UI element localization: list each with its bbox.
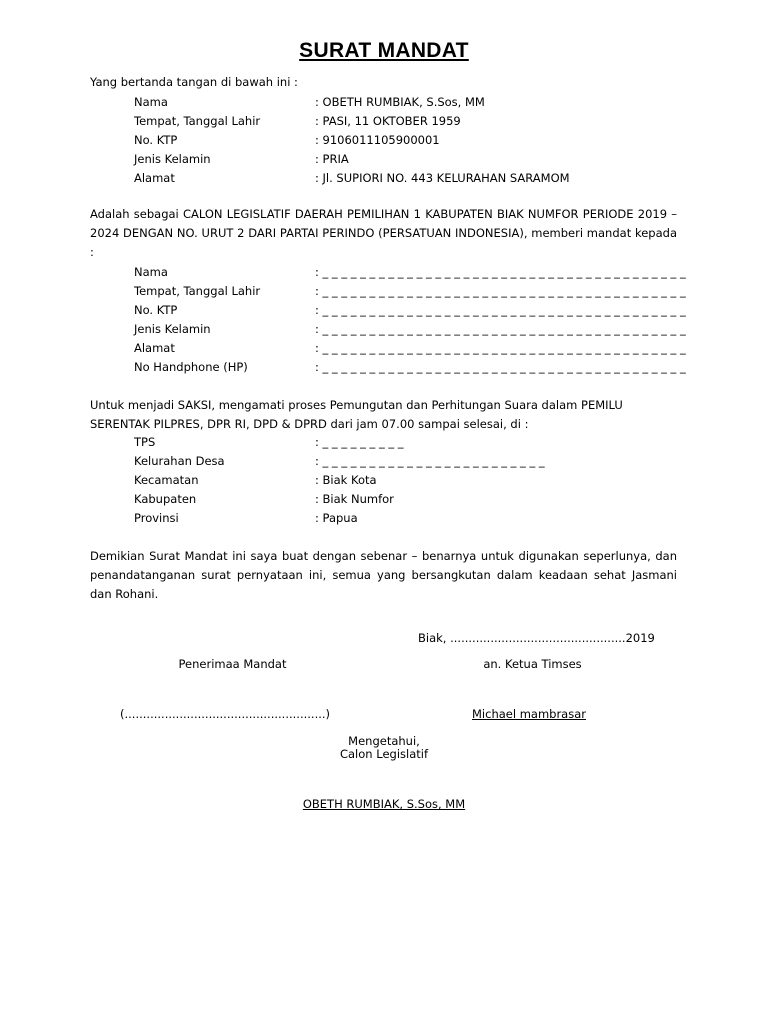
mandate-paragraph: Adalah sebagai CALON LEGISLATIF DAERAH PEMILIHAN 1 KABUPATEN BIAK NUMFOR PERIODE 2019 – 2024 DENGAN NO. URUT 2 DARI PARTAI PERINDO (PERSATUAN INDONESIA), memberi mandat kepada : [90,207,677,259]
recipient-label: No Handphone (HP) [134,360,248,374]
closing-paragraph: Demikian Surat Mandat ini saya buat dengan sebenar – benarnya untuk digunakan seperlunya, dan penandatanganan surat pernyataan ini, semua yang bersangkutan dalam keadaan sehat Jasmani dan Rohani. [90,549,677,601]
grantor-value: : PASI, 11 OKTOBER 1959 [315,114,461,128]
grantor-value: : Jl. SUPIORI NO. 443 KELURAHAN SARAMOM [315,171,570,185]
grantor-label: No. KTP [134,133,178,147]
grantor-label: Jenis Kelamin [134,152,211,166]
recipient-blank: : _ _ _ _ _ _ _ _ _ _ _ _ _ _ _ _ _ _ _ _ _ _ _ _ _ _ _ _ _ _ _ _ _ _ _ _ _ _ _ [315,341,686,355]
witness-paragraph: Untuk menjadi SAKSI, mengamati proses Pemungutan dan Perhitungan Suara dalam PEMILU SERENTAK PILPRES, DPR RI, DPD & DPRD dari jam 07.00 sampai selesai, di : [90,398,623,431]
grantor-label: Nama [134,95,168,109]
document-title: SURAT MANDAT [299,39,469,62]
timses-label: an. Ketua Timses [483,657,582,671]
recipient-label: Alamat [134,341,175,355]
candidate-signature-name: OBETH RUMBIAK, S.Sos, MM [302,797,466,811]
recipient-label: No. KTP [134,303,178,317]
grantor-label: Alamat [134,171,175,185]
location-value: : Biak Numfor [315,492,394,506]
intro-text: Yang bertanda tangan di bawah ini : [90,75,298,89]
location-label: Kecamatan [134,473,199,487]
grantor-value: : 9106011105900001 [315,133,440,147]
location-label: Kelurahan Desa [134,454,225,468]
grantor-label: Tempat, Tanggal Lahir [134,114,261,128]
location-value: : _ _ _ _ _ _ _ _ _ [315,435,404,449]
location-label: Kabupaten [134,492,197,506]
location-value: : Papua [315,511,358,525]
recipient-label: Tempat, Tanggal Lahir [134,284,261,298]
location-value: : _ _ _ _ _ _ _ _ _ _ _ _ _ _ _ _ _ _ _ _ _ _ _ _ [315,454,545,468]
timses-name: Michael mambrasar [472,707,586,721]
location-label: TPS [134,435,156,449]
recipient-label: Jenis Kelamin [134,322,211,336]
acknowledge-text: Mengetahui, [348,734,420,748]
receiver-signature-line: (.......................................................) [120,707,331,721]
recipient-blank: : _ _ _ _ _ _ _ _ _ _ _ _ _ _ _ _ _ _ _ _ _ _ _ _ _ _ _ _ _ _ _ _ _ _ _ _ _ _ _ [315,284,686,298]
recipient-blank: : _ _ _ _ _ _ _ _ _ _ _ _ _ _ _ _ _ _ _ _ _ _ _ _ _ _ _ _ _ _ _ _ _ _ _ _ _ _ _ [315,360,686,374]
location-value: : Biak Kota [315,473,377,487]
recipient-blank: : _ _ _ _ _ _ _ _ _ _ _ _ _ _ _ _ _ _ _ _ _ _ _ _ _ _ _ _ _ _ _ _ _ _ _ _ _ _ _ [315,265,686,279]
recipient-label: Nama [134,265,168,279]
grantor-value: : OBETH RUMBIAK, S.Sos, MM [315,95,485,109]
place-date: Biak, ................................................2019 [418,631,655,645]
recipient-blank: : _ _ _ _ _ _ _ _ _ _ _ _ _ _ _ _ _ _ _ _ _ _ _ _ _ _ _ _ _ _ _ _ _ _ _ _ _ _ _ [315,303,686,317]
receiver-label: Penerimaa Mandat [178,657,287,671]
grantor-value: : PRIA [315,152,349,166]
acknowledge-role: Calon Legislatif [339,747,428,761]
location-label: Provinsi [134,511,179,525]
recipient-blank: : _ _ _ _ _ _ _ _ _ _ _ _ _ _ _ _ _ _ _ _ _ _ _ _ _ _ _ _ _ _ _ _ _ _ _ _ _ _ _ [315,322,686,336]
